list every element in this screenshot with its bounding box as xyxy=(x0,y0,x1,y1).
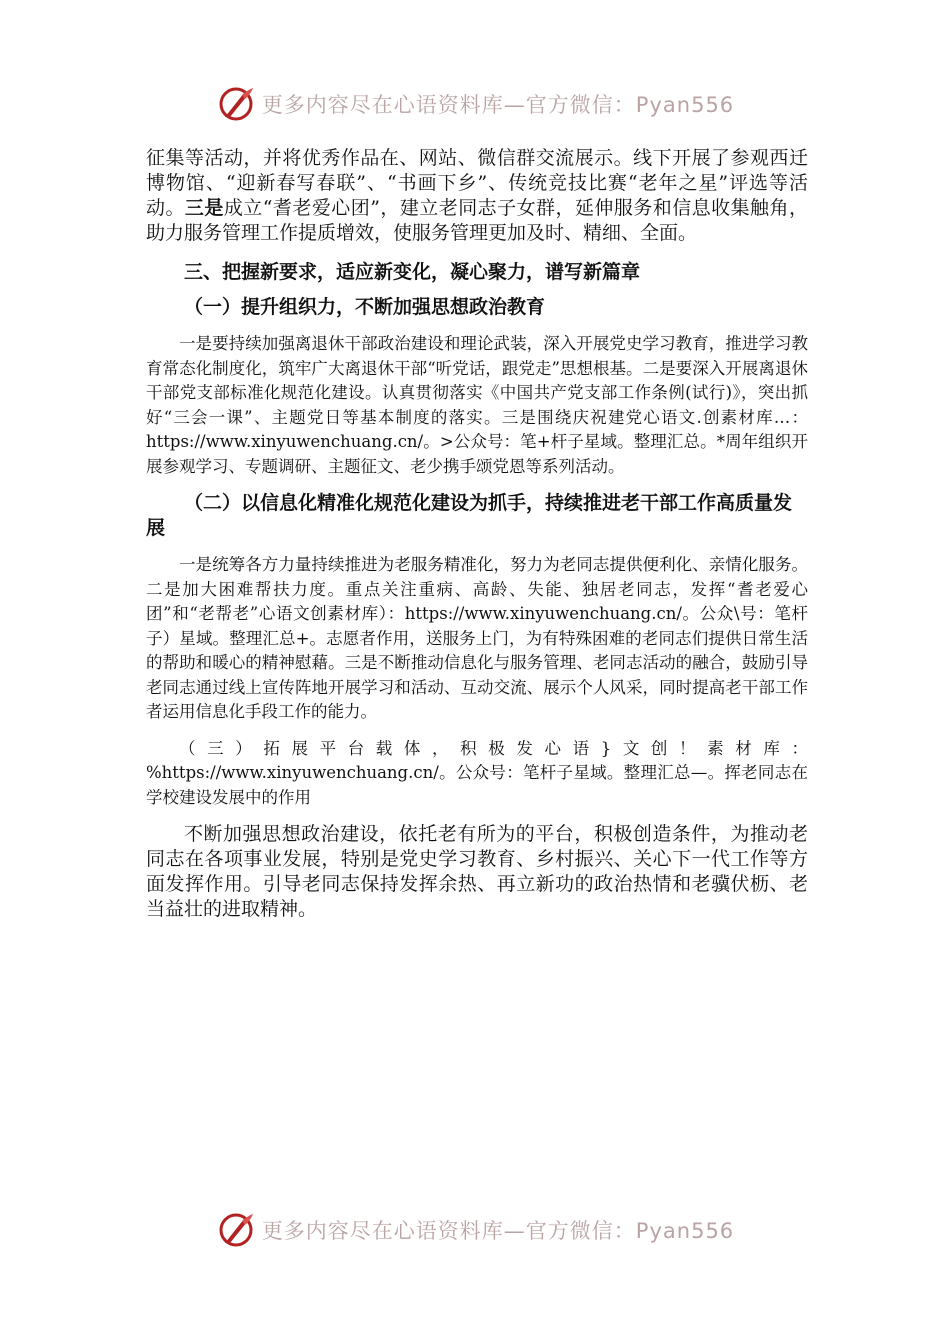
footer-watermark xyxy=(0,1208,950,1252)
subsection-heading-1: （一）提升组织力，不断加强思想政治教育 xyxy=(184,296,546,318)
watermark-text: 更多内容尽在心语资料库—官方微信：Pyan556 xyxy=(261,1219,735,1243)
document-body xyxy=(146,146,808,922)
paragraph-political: 不断加强思想政治建设，依托老有所为的平台，积极创造条件，为推动老同志在各项事业发展，特别是党史学习教育、乡村振兴、关心下一代工作等方面发挥作用。引导老同志保持发挥余热、再立新功的政治热情和老骥伏枥、老当益壮的进取精神。 xyxy=(146,823,808,920)
paragraph-informatization: 一是统筹各方力量持续推进为老服务精准化，努力为老同志提供便利化、亲情化服务。二是加大困难帮扶力度。重点关注重病、高龄、失能、独居老同志，发挥“耆老爱心团”和“老帮老”心语文创素材库）：https://www.xinyuwenchuang.cn/。公众\号：笔杆子）星域。整理汇总+。志愿者作用，送服务上门，为有特殊困难的老同志们提供日常生活的帮助和暖心的精神慰藉。三是不断推动信息化与服务管理、老同志活动的融合，鼓励引导老同志通过线上宣传阵地开展学习和活动、互动交流、展示个人风采，同时提高老干部工作者运用信息化手段工作的能力。 xyxy=(146,555,808,721)
quill-logo-icon xyxy=(216,84,256,124)
header-watermark xyxy=(0,82,950,126)
quill-logo-icon xyxy=(216,1210,256,1250)
paragraph-activities xyxy=(146,146,808,246)
paragraph-organization: 一是要持续加强离退休干部政治建设和理论武装，深入开展党史学习教育，推进学习教育常态化制度化，筑牢广大离退休干部“听党话，跟党走”思想根基。二是要深入开展离退休干部党支部标准化规范化建设。认真贯彻落实《中国共产党支部工作条例(试行)》，突出抓好“三会一课”、主题党日等基本制度的落实。三是围绕庆祝建党心语文.创素材库…：https://www.xinyuwenchuang.cn/。>公众号：笔+杆子星域。整理汇总。*周年组织开展参观学习、专题调研、主题征文、老少携手颂党恩等系列活动。 xyxy=(146,334,808,476)
emphasis-text: 三是 xyxy=(184,197,224,219)
paragraph-platform: （三）拓展平台载体，积极发心语}文创！素材库：%https://www.xinyuwenchuang.cn/。公众号：笔杆子星域。整理汇总—。挥老同志在学校建设发展中的作用 xyxy=(146,738,808,807)
paragraph-text: 征集等活动，并将优秀作品在、网站、微信群交流展示。线下开展了参观西迁博物馆、“迎新春写春联”、“书画下乡”、传统竞技比赛“老年之星”评选等活动。 xyxy=(146,147,808,219)
watermark-text: 更多内容尽在心语资料库—官方微信：Pyan556 xyxy=(261,93,735,117)
section-heading: 三、把握新要求，适应新变化，凝心聚力，谱写新篇章 xyxy=(184,261,641,283)
subsection-heading-2: （二）以信息化精准化规范化建设为抓手，持续推进老干部工作高质量发展 xyxy=(146,492,793,539)
paragraph-text: 成立“耆老爱心团”，建立老同志子女群，延伸服务和信息收集触角，助力服务管理工作提质增效，使服务管理更加及时、精细、全面。 xyxy=(146,197,808,244)
